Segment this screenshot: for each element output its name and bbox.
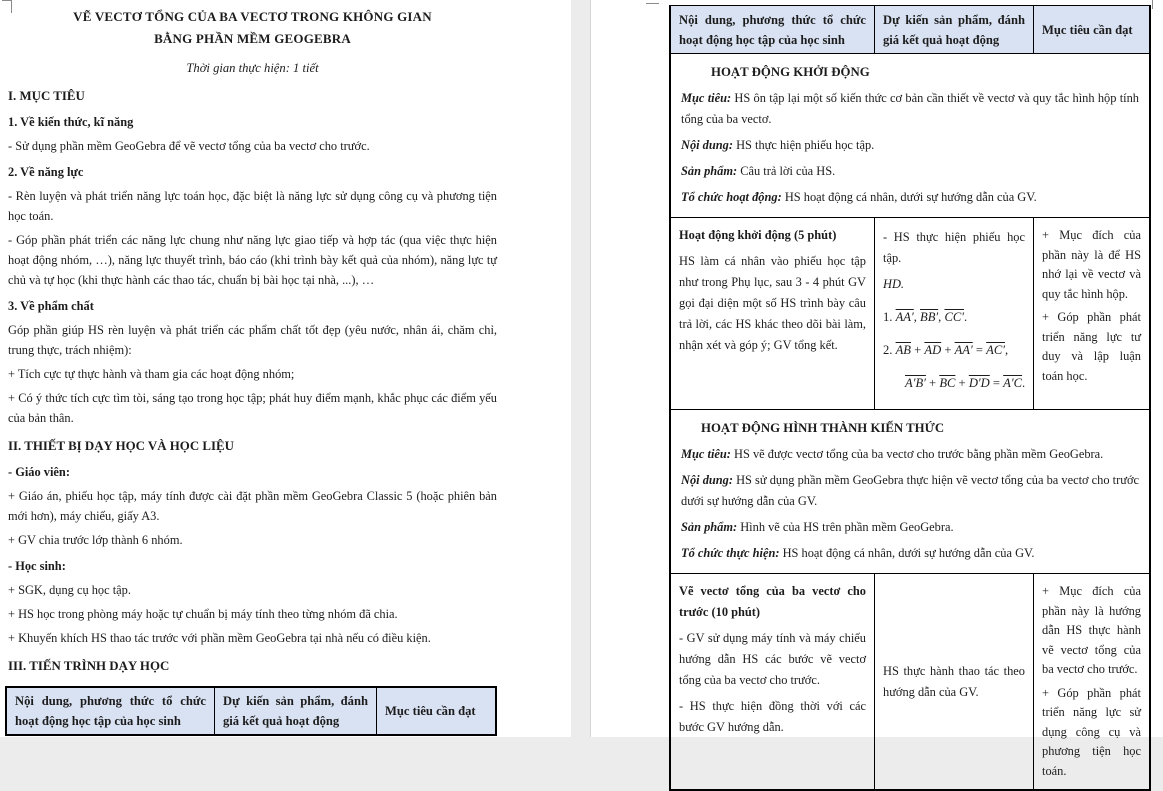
page-gap [571, 0, 590, 737]
activity-content-cell [671, 218, 875, 409]
paragraph: - Góp phần phát triển các năng lực chung như năng lực giao tiếp và hợp tác (qua việc thực hiện hoạt động nhóm, …), năng lực thuyết trình, báo cáo (khi trình bày kết quả của nhóm), năng lực tự chủ và tự học (khi thực hành các thao tác, chuẩn bị bài học tại nhà, ...), … [8, 233, 497, 287]
label-noi-dung: Nội dung: [681, 473, 733, 487]
table-header-cell: Dự kiến sản phẩm, đánh giá kết quả hoạt động [215, 688, 377, 734]
label-san-pham: Sản phẩm: [681, 164, 738, 178]
activity-step-title: Vẽ vectơ tổng của ba vectơ cho trước (10 phút) [679, 584, 866, 619]
activity-intro-row [671, 410, 1149, 574]
activity-content-cell [671, 574, 875, 789]
subsection-giao-vien: - Giáo viên: [8, 465, 70, 479]
label-muc-tieu: Mục tiêu: [681, 91, 732, 105]
text: HS hoạt động cá nhân, dưới sự hướng dẫn của GV. [782, 546, 1035, 560]
document-title-line1: VẼ VECTƠ TỔNG CỦA BA VECTƠ TRONG KHÔNG GIAN [73, 9, 432, 24]
activity-title: HOẠT ĐỘNG HÌNH THÀNH KIẾN THỨC [701, 421, 945, 435]
paragraph: + Giáo án, phiếu học tập, máy tính được cài đặt phần mềm GeoGebra Classic 5 (hoặc phiên bản mới hơn), máy chiếu, giấy A3. [8, 489, 497, 523]
label-muc-tieu: Mục tiêu: [681, 447, 731, 461]
page-right [590, 0, 1163, 778]
lesson-table-header-row [5, 686, 497, 736]
paragraph [681, 444, 1139, 465]
paragraph: + Có ý thức tích cực tìm tòi, sáng tạo trong học tập; phát huy điểm mạnh, khắc phục các điểm yếu của bản thân. [8, 391, 497, 425]
lesson-table [669, 5, 1151, 791]
section-heading-tien-trinh: III. TIẾN TRÌNH DẠY HỌC [8, 659, 170, 673]
activity-title: HOẠT ĐỘNG KHỞI ĐỘNG [711, 65, 870, 79]
subsection-hoc-sinh: - Học sinh: [8, 559, 66, 573]
paragraph [681, 517, 1139, 538]
text: Hình vẽ của HS trên phần mềm GeoGebra. [740, 520, 954, 534]
left-page-content [0, 0, 497, 736]
activity-step-title: Hoạt động khởi động (5 phút) [679, 228, 837, 242]
expected-product-cell [875, 218, 1034, 409]
text: Câu trả lời của HS. [740, 164, 836, 178]
paragraph: - GV sử dụng máy tính và máy chiếu hướng dẫn HS các bước vẽ vectơ tổng của ba vectơ cho trước. [679, 631, 866, 687]
math-expression: 1. AA′, BB′, CC′. [883, 310, 968, 324]
paragraph: + Tích cực tự thực hành và tham gia các hoạt động nhóm; [8, 367, 295, 381]
label-to-chuc-hoat-dong: Tổ chức hoạt động: [681, 190, 782, 204]
paragraph [681, 135, 1139, 156]
section-heading-muc-tieu: I. MỤC TIÊU [8, 89, 85, 103]
label-to-chuc-thuc-hien: Tổ chức thực hiện: [681, 546, 780, 560]
page-left [0, 0, 572, 737]
table-header-cell: Mục tiêu cần đạt [1042, 22, 1133, 37]
table-header-cell: Nội dung, phương thức tổ chức hoạt động học tập của học sinh [7, 688, 215, 734]
paragraph [681, 88, 1139, 130]
paragraph [681, 161, 1139, 182]
paragraph [681, 543, 1139, 564]
text: HS hoạt động cá nhân, dưới sự hướng dẫn của GV. [784, 190, 1037, 204]
right-page-content [591, 0, 1163, 791]
paragraph: + GV chia trước lớp thành 6 nhóm. [8, 533, 183, 547]
paragraph: + Góp phần phát triển năng lực tư duy và lập luận toán học. [1042, 310, 1141, 383]
paragraph: - Rèn luyện và phát triển năng lực toán học, đặc biệt là năng lực sử dụng công cụ và phương tiện học toán. [8, 189, 497, 223]
math-expression: 2. $\overline{AB} + \overline{AD} + AA' = AC'$, [883, 343, 1009, 357]
label-san-pham: Sản phẩm: [681, 520, 738, 534]
paragraph: - Sử dụng phần mềm GeoGebra để vẽ vectơ tổng của ba vectơ cho trước. [8, 139, 370, 153]
paragraph: + Mục đích của phần này là hướng dẫn HS thực hành vẽ vectơ tổng của ba vectơ cho trước. [1042, 584, 1141, 676]
paragraph: + Góp phần phát triển năng lực sử dụng công cụ và phương tiện học toán. [1042, 685, 1141, 778]
table-header-cell: Mục tiêu cần đạt [385, 704, 476, 718]
hd-label: HD. [883, 277, 904, 291]
objective-cell [1034, 218, 1149, 409]
subsection-kien-thuc: 1. Về kiến thức, kĩ năng [8, 115, 134, 129]
paragraph: + Khuyến khích HS thao tác trước với phần mềm GeoGebra tại nhà nếu có điều kiện. [8, 631, 431, 645]
section-heading-thiet-bi: II. THIẾT BỊ DẠY HỌC VÀ HỌC LIỆU [8, 439, 234, 453]
text: HS sử dụng phần mềm GeoGebra thực hiện vẽ vectơ tổng của ba vectơ cho trước dưới sự hướng dẫn của GV. [681, 473, 1139, 508]
paragraph: + HS học trong phòng máy hoặc tự chuẩn bị máy tính theo từng nhóm đã chia. [8, 607, 398, 621]
text: HS thực hiện phiếu học tập. [736, 138, 875, 152]
activity-khoi-dong-cell [671, 54, 1149, 217]
paragraph: - HS thực hiện đồng thời với các bước GV hướng dẫn. [679, 699, 866, 734]
activity-detail-row [671, 574, 1149, 789]
text: HS ôn tập lại một số kiến thức cơ bản cần thiết về vectơ và quy tắc hình hộp tính tổng của ba vectơ. [681, 91, 1139, 126]
subsection-pham-chat: 3. Về phẩm chất [8, 299, 94, 313]
paragraph [681, 187, 1139, 208]
expected-product-cell [875, 574, 1034, 789]
activity-detail-row [671, 218, 1149, 410]
label-noi-dung: Nội dung: [681, 138, 733, 152]
paragraph: HS làm cá nhân vào phiếu học tập như trong Phụ lục, sau 3 - 4 phút GV gọi đại diện một số HS trình bày câu trả lời, các HS khác theo dõi bài làm, nhận xét và góp ý; GV tổng kết. [679, 254, 866, 352]
document-subtitle: Thời gian thực hiện: 1 tiết [186, 61, 319, 75]
activity-intro-row [671, 54, 1149, 218]
paragraph: + SGK, dụng cụ học tập. [8, 583, 131, 597]
text: HS vẽ được vectơ tổng của ba vectơ cho trước bằng phần mềm GeoGebra. [734, 447, 1104, 461]
activity-hinh-thanh-cell [671, 410, 1149, 573]
table-header-cell: Dự kiến sản phẩm, đánh giá kết quả hoạt động [875, 6, 1034, 53]
subsection-nang-luc: 2. Về năng lực [8, 165, 84, 179]
paragraph: HS thực hành thao tác theo hướng dẫn của GV. [883, 663, 1025, 699]
objective-cell [1034, 574, 1149, 789]
math-expression: $A'B' + \overline{BC} + D'D = A'C$. [905, 376, 1026, 390]
paragraph: - HS thực hiện phiếu học tập. [883, 230, 1025, 265]
paragraph: Góp phần giúp HS rèn luyện và phát triển các phẩm chất tốt đẹp (yêu nước, nhân ái, chăm chỉ, trung thực, trách nhiệm): [8, 323, 497, 357]
table-header-cell: Nội dung, phương thức tổ chức hoạt động học tập của học sinh [671, 6, 875, 53]
document-title-line2: BẰNG PHẦN MỀM GEOGEBRA [154, 31, 351, 46]
paragraph [681, 470, 1139, 512]
paragraph: + Mục đích của phần này là để HS nhớ lại về vectơ và quy tắc hình hộp. [1042, 228, 1141, 301]
lesson-table-header-row [671, 6, 1149, 54]
